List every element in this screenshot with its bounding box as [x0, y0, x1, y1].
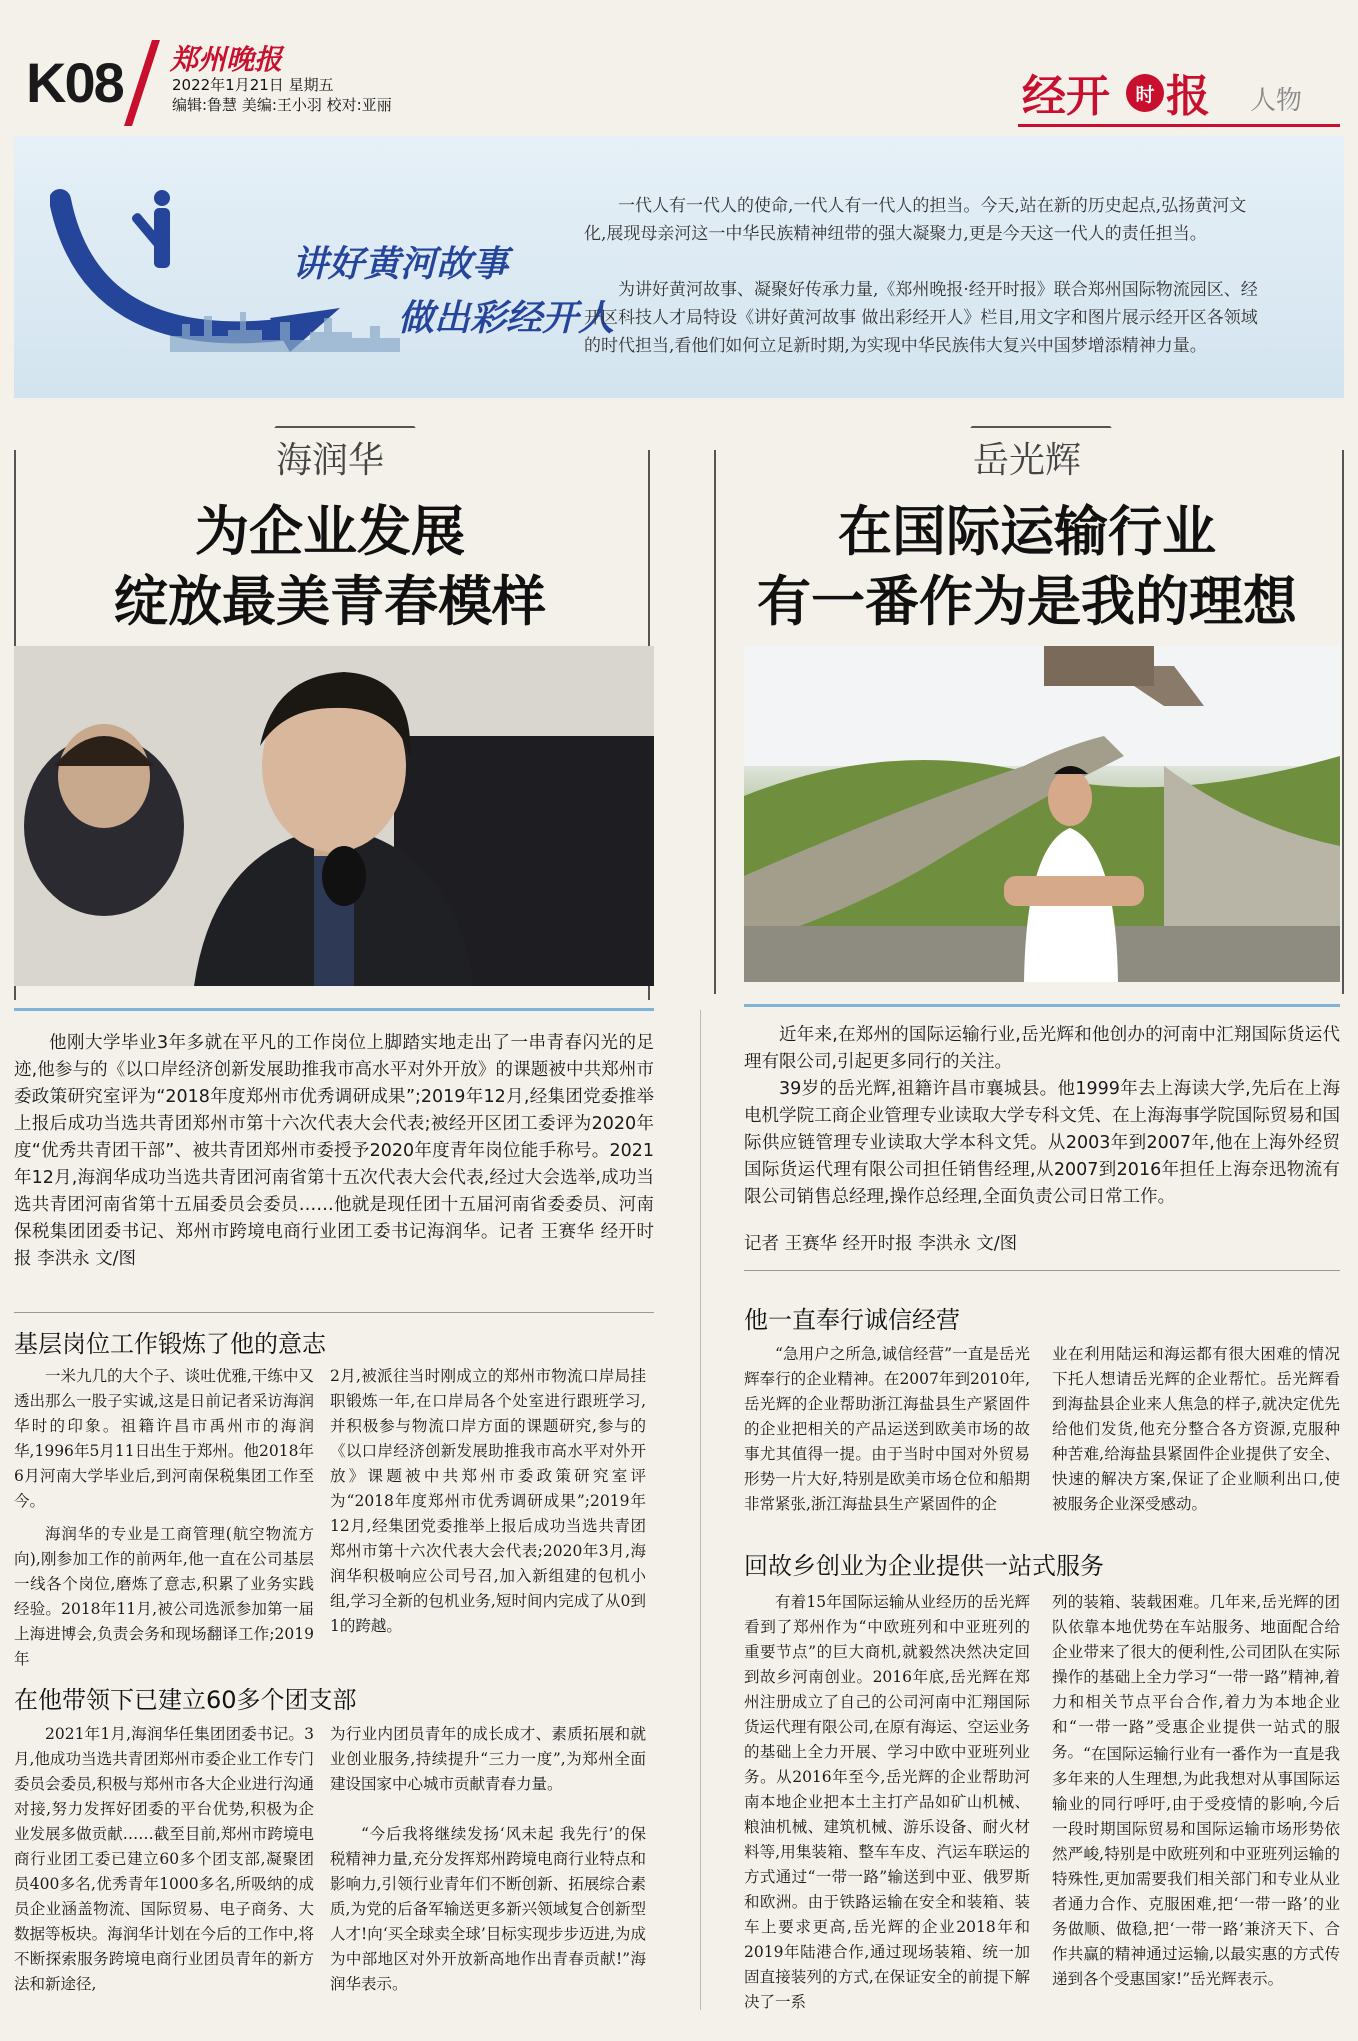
- right-headline-line1: 在国际运输行业: [838, 499, 1216, 563]
- issue-date: 2022年1月21日 星期五: [172, 76, 334, 94]
- left-s2-col1-p1: 2021年1月,海润华任集团团委书记。3月,他成功当选共青团郑州市委企业工作专门委员会委员,积极与郑州市各大企业进行沟通对接,努力发挥好团委的平台优势,积极为企业发展多做贡献……截至目前,郑州市跨境电商行业团工委已建立60多个团支部,凝聚团员400多名,优秀青年1000多名,所吸纳的成员企业涵盖物流、国际贸易、电子商务、大数据等板块。海润华计划在今后的工作中,将不断探索服务跨境电商行业团员青年的新方法和新途径,: [14, 1725, 314, 1993]
- right-lead-rule: [744, 1004, 1340, 1007]
- right-s1-col1-p1: “急用户之所急,诚信经营”一直是岳光辉奉行的企业精神。在2007年到2010年,岳光辉的企业帮助浙江海盐县生产紧固件的企业把相关的产品运送到欧美市场的故事尤其值得一提。由于当时中国对外贸易形势一片大好,特别是欧美市场仓位和船期非常紧张,浙江海盐县生产紧固件的企: [744, 1345, 1030, 1513]
- portrait-illustration: [14, 646, 654, 986]
- right-great-wall-photo: [744, 646, 1340, 982]
- right-s2-col1-p1: 有着15年国际运输从业经历的岳光辉看到了郑州作为“中欧班列和中亚班列的重要节点”的巨大商机,就毅然决然决定回到故乡河南创业。2016年底,岳光辉在郑州注册成立了自己的公司河南中汇翔国际货运代理有限公司,在原有海运、空运业务的基础上全力开展、学习中欧中亚班列业务。从2016年至今,岳光辉的企业帮助河南本地企业把本土主打产品如矿山机械、粮油机械、建筑机械、游乐设备、耐火材料等,用集装箱、整车车皮、汽运车联运的方式通过“一带一路”输送到中亚、俄罗斯和欧洲。由于铁路运输在安全和装箱、装车上要求更高,岳光辉的企业2018年和2019年陆港合作,通过现场装箱、统一加固直接装列的方式,在保证安全的前提下解决了一系: [744, 1593, 1030, 2011]
- left-s2-col2-p2: “今后我将继续发扬‘风未起 我先行’的保税精神力量,充分发挥郑州跨境电商行业特点和影响力,引领行业青年们不断创新、拓展综合素质,为党的后备军输送更多新兴领域复合创新型人才!向‘买全球卖全球’目标实现步步迈进,为成为中部地区对外开放新高地作出青春贡献!”海润华表示。: [330, 1825, 646, 1993]
- masthead-logo: 郑州晚报: [170, 43, 283, 76]
- section-brand-left: 经开: [1022, 71, 1110, 122]
- right-s2-col2-p2: “在国际运输行业有一番作为一直是我多年来的人生理想,为此我想对从事国际运输业的同行呼吁,由于受疫情的影响,今后一段时期国际贸易和国际运输市场形势依然严峻,特别是中欧班列和中亚班列运输的特殊性,更加需要我们相关部门和专业从业者通力合作、克服困难,把‘一带一路’的业务做顺、做稳,把‘一带一路’兼济天下、合作共赢的精神通过运输,以最实惠的方式传递到各个受惠国家!”岳光辉表示。: [1052, 1745, 1340, 1988]
- right-s1-col2-p1: 业在利用陆运和海运都有很大困难的情况下托人想请岳光辉的企业帮忙。岳光辉看到海盐县企业来人焦急的样子,就决定优先给他们发货,他充分整合各方资源,克服种种苦难,给海盐县紧固件企业提供了安全、快速的解决方案,保证了企业顺利出口,使被服务企业深受感动。: [1052, 1345, 1340, 1513]
- right-subject-name: 岳光辉: [972, 440, 1081, 481]
- right-headline-line2: 有一番作为是我的理想: [757, 569, 1297, 633]
- left-subject-name: 海润华: [275, 440, 384, 481]
- banner-title-line2: 做出彩经开人: [398, 298, 615, 339]
- banner-title-line1: 讲好黄河故事: [292, 244, 509, 285]
- left-lead-paragraph: 他刚大学毕业3年多就在平凡的工作岗位上脚踏实地走出了一串青春闪光的足迹,他参与的《以口岸经济创新发展助推我市高水平对外开放》的课题被中共郑州市委政策研究室评为“2018年度郑州市优秀调研成果”;2019年12月,经集团党委推举上报后成功当选共青团郑州市第十六次代表大会代表;被经开区团工委评为2020年度“优秀共青团干部”、被共青团郑州市委授予2020年度青年岗位能手称号。2021年12月,海润华成功当选共青团河南省第十五次代表大会代表,经过大会选举,成功当选共青团河南省第十五届委员会委员……他就是现任团十五届河南省委委员、河南保税集团团委书记、郑州市跨境电商行业团工委书记海润华。记者 王赛华 经开时报 李洪永 文/图: [14, 1033, 654, 1269]
- great-wall-illustration: [744, 646, 1340, 982]
- left-s2-col2-p1: 为行业内团员青年的成长成才、素质拓展和就业创业服务,持续提升“三力一度”,为郑州全面建设国家中心城市贡献青春力量。: [330, 1725, 646, 1793]
- left-portrait-photo: [14, 646, 654, 986]
- right-lead-paragraph-1: 近年来,在郑州的国际运输行业,岳光辉和他创办的河南中汇翔国际货运代理有限公司,引起更多同行的关注。: [744, 1025, 1340, 1072]
- column-divider: [700, 1010, 701, 2010]
- left-s1-col2-p1: 2月,被派往当时刚成立的郑州市物流口岸局挂职锻炼一年,在口岸局各个处室进行跟班学习,并积极参与物流口岸方面的课题研究,参与的《以口岸经济创新发展助推我市高水平对外开放》课题被中共郑州市委政策研究室评为“2018年度郑州市优秀调研成果”;2019年12月,经集团党委推举上报后成功当选共青团郑州市第十六次代表大会代表;2020年3月,海润华积极响应公司号召,加入新组建的包机小组,学习全新的包机业务,短时间内完成了从0到1的跨越。: [330, 1367, 646, 1635]
- left-section1-title: 基层岗位工作锻炼了他的意志: [14, 1330, 326, 1358]
- left-section-divider: [14, 1312, 654, 1313]
- left-headline-line2: 绽放最美青春模样: [114, 569, 546, 633]
- city-skyline-graphic: [170, 306, 400, 352]
- right-section-divider: [744, 1270, 1340, 1271]
- right-section2-title: 回故乡创业为企业提供一站式服务: [744, 1552, 1104, 1580]
- left-s1-col1-p1: 一米九几的大个子、谈吐优雅,干练中又透出那么一股子实诚,这是日前记者采访海润华时的印象。祖籍许昌市禹州市的海润华,1996年5月11日出生于郑州。他2018年6月河南大学毕业后,到河南保税集团工作至今。: [14, 1367, 314, 1510]
- section-name: 人物: [1250, 86, 1303, 116]
- right-section1-title: 他一直奉行诚信经营: [744, 1306, 960, 1334]
- left-s1-col1-p2: 海润华的专业是工商管理(航空物流方向),刚参加工作的前两年,他一直在公司基层一线各个岗位,磨炼了意志,积累了业务实践经验。2018年11月,被公司选派参加第一届上海进博会,负责会务和现场翻译工作;2019年: [14, 1525, 314, 1668]
- left-headline-line1: 为企业发展: [195, 499, 465, 563]
- right-byline: 记者 王赛华 经开时报 李洪永 文/图: [744, 1234, 1018, 1254]
- left-lead-rule: [14, 1008, 654, 1011]
- left-section2-title: 在他带领下已建立60多个团支部: [14, 1686, 357, 1714]
- banner-intro-paragraph-2: 为讲好黄河故事、凝聚好传承力量,《郑州晚报·经开时报》联合郑州国际物流园区、经开区科技人才局特设《讲好黄河故事 做出彩经开人》栏目,用文字和图片展示经开区各领域的时代担当,看他们如何立足新时期,为实现中华民族伟大复兴中国梦增添精神力量。: [584, 280, 1258, 356]
- right-s2-col2-p1: 列的装箱、装载困难。几年来,岳光辉的团队依靠本地优势在车站服务、地面配合给企业带来了很大的便利性,公司团队在实际操作的基础上全力学习“一带一路”精神,着力和相关节点平台合作,着力为本地企业和“一带一路”受惠企业提供一站式的服务。: [1052, 1593, 1340, 1761]
- header-rule: [1018, 124, 1340, 127]
- red-slash-divider: [124, 40, 160, 126]
- banner-intro-paragraph-1: 一代人有一代人的使命,一代人有一代人的担当。今天,站在新的历史起点,弘扬黄河文化,展现母亲河这一中华民族精神纽带的强大凝聚力,更是今天这一代人的责任担当。: [584, 196, 1247, 244]
- section-brand-circle: 时: [1126, 74, 1164, 112]
- section-brand-right: 报: [1166, 71, 1210, 122]
- page-number: K08: [26, 51, 123, 114]
- right-lead-paragraph-2: 39岁的岳光辉,祖籍许昌市襄城县。他1999年去上海读大学,先后在上海电机学院工商企业管理专业读取大学专科文凭、在上海海事学院国际贸易和国际供应链管理专业读取大学本科文凭。从2003年到2007年,他在上海外经贸国际货运代理有限公司担任销售经理,从2007到2016年担任上海奈迅物流有限公司销售总经理,操作总经理,全面负责公司日常工作。: [744, 1079, 1340, 1207]
- editor-credits: 编辑:鲁慧 美编:王小羽 校对:亚丽: [172, 96, 392, 114]
